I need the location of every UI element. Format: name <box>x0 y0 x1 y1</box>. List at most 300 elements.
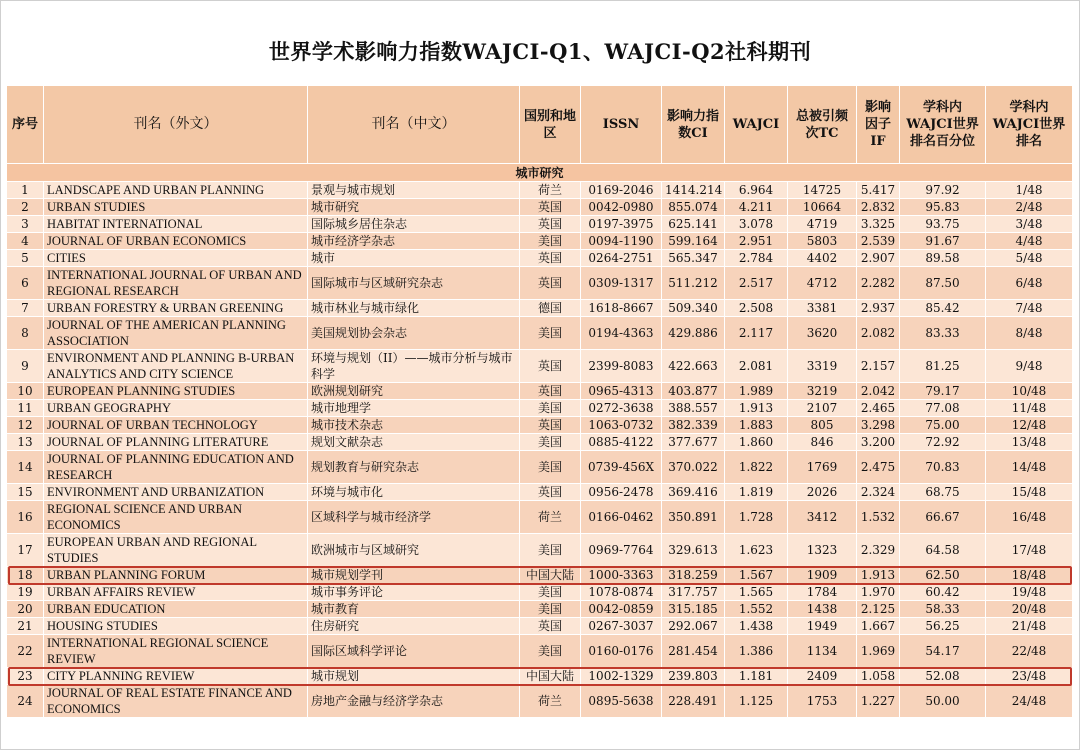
cell-issn: 2399-8083 <box>581 350 662 383</box>
cell-ci: 422.663 <box>662 350 725 383</box>
cell-name-cn: 规划教育与研究杂志 <box>308 451 520 484</box>
cell-issn: 0969-7764 <box>581 534 662 567</box>
cell-rank: 14/48 <box>986 451 1073 484</box>
table-row <box>7 182 1073 199</box>
table-row <box>7 584 1073 601</box>
cell-name-cn: 美国规划协会杂志 <box>308 317 520 350</box>
cell-tc: 1784 <box>788 584 857 601</box>
cell-percentile: 87.50 <box>900 267 986 300</box>
cell-wajci: 1.728 <box>725 501 788 534</box>
cell-wajci: 1.822 <box>725 451 788 484</box>
cell-wajci: 1.552 <box>725 601 788 618</box>
cell-tc: 2107 <box>788 400 857 417</box>
cell-issn: 1078-0874 <box>581 584 662 601</box>
cell-percentile: 85.42 <box>900 300 986 317</box>
cell-if: 3.325 <box>857 216 900 233</box>
cell-no: 4 <box>7 233 44 250</box>
cell-rank: 22/48 <box>986 635 1073 668</box>
cell-name-en: ENVIRONMENT AND URBANIZATION <box>44 484 308 501</box>
header-country: 国别和地区 <box>520 86 581 164</box>
cell-if: 2.324 <box>857 484 900 501</box>
cell-country: 英国 <box>520 383 581 400</box>
cell-country: 英国 <box>520 417 581 434</box>
cell-percentile: 56.25 <box>900 618 986 635</box>
cell-issn: 0309-1317 <box>581 267 662 300</box>
header-percentile: 学科内WAJCI世界排名百分位 <box>900 86 986 164</box>
cell-tc: 3219 <box>788 383 857 400</box>
page-title: 世界学术影响力指数WAJCI-Q1、WAJCI-Q2社科期刊 <box>268 39 812 64</box>
cell-wajci: 3.078 <box>725 216 788 233</box>
table-row <box>7 317 1073 350</box>
cell-issn: 0194-4363 <box>581 317 662 350</box>
cell-ci: 403.877 <box>662 383 725 400</box>
table-row <box>7 451 1073 484</box>
cell-percentile: 66.67 <box>900 501 986 534</box>
cell-name-cn: 环境与城市化 <box>308 484 520 501</box>
table-row <box>7 635 1073 668</box>
cell-no: 20 <box>7 601 44 618</box>
cell-name-en: JOURNAL OF PLANNING EDUCATION AND RESEARCH <box>44 451 308 484</box>
cell-percentile: 91.67 <box>900 233 986 250</box>
cell-ci: 565.347 <box>662 250 725 267</box>
cell-name-cn: 住房研究 <box>308 618 520 635</box>
cell-if: 3.200 <box>857 434 900 451</box>
table-row <box>7 350 1073 383</box>
cell-percentile: 81.25 <box>900 350 986 383</box>
table-row <box>7 233 1073 250</box>
cell-wajci: 2.517 <box>725 267 788 300</box>
cell-if: 2.125 <box>857 601 900 618</box>
cell-rank: 3/48 <box>986 216 1073 233</box>
cell-wajci: 1.989 <box>725 383 788 400</box>
cell-ci: 388.557 <box>662 400 725 417</box>
cell-percentile: 83.33 <box>900 317 986 350</box>
cell-if: 2.157 <box>857 350 900 383</box>
cell-percentile: 70.83 <box>900 451 986 484</box>
cell-percentile: 64.58 <box>900 534 986 567</box>
cell-no: 21 <box>7 618 44 635</box>
table-row <box>7 216 1073 233</box>
cell-no: 23 <box>7 668 44 685</box>
cell-issn: 0042-0859 <box>581 601 662 618</box>
cell-rank: 12/48 <box>986 417 1073 434</box>
cell-wajci: 1.181 <box>725 668 788 685</box>
cell-if: 1.667 <box>857 618 900 635</box>
cell-rank: 4/48 <box>986 233 1073 250</box>
cell-rank: 1/48 <box>986 182 1073 199</box>
cell-issn: 0094-1190 <box>581 233 662 250</box>
cell-name-cn: 国际区域科学评论 <box>308 635 520 668</box>
cell-ci: 369.416 <box>662 484 725 501</box>
cell-percentile: 75.00 <box>900 417 986 434</box>
table-row <box>7 267 1073 300</box>
cell-name-en: URBAN FORESTRY & URBAN GREENING <box>44 300 308 317</box>
cell-tc: 10664 <box>788 199 857 216</box>
cell-ci: 625.141 <box>662 216 725 233</box>
cell-country: 荷兰 <box>520 182 581 199</box>
cell-tc: 1909 <box>788 567 857 584</box>
cell-tc: 1323 <box>788 534 857 567</box>
cell-country: 英国 <box>520 216 581 233</box>
cell-issn: 0956-2478 <box>581 484 662 501</box>
cell-name-en: URBAN AFFAIRS REVIEW <box>44 584 308 601</box>
cell-country: 荷兰 <box>520 685 581 718</box>
cell-country: 美国 <box>520 317 581 350</box>
cell-wajci: 6.964 <box>725 182 788 199</box>
cell-ci: 350.891 <box>662 501 725 534</box>
cell-tc: 5803 <box>788 233 857 250</box>
cell-name-cn: 国际城乡居住杂志 <box>308 216 520 233</box>
cell-name-en: ENVIRONMENT AND PLANNING B-URBAN ANALYTICS AND CITY SCIENCE <box>44 350 308 383</box>
cell-issn: 1063-0732 <box>581 417 662 434</box>
cell-issn: 0885-4122 <box>581 434 662 451</box>
cell-rank: 20/48 <box>986 601 1073 618</box>
cell-if: 2.539 <box>857 233 900 250</box>
cell-name-en: CITIES <box>44 250 308 267</box>
cell-issn: 0895-5638 <box>581 685 662 718</box>
header-no: 序号 <box>7 86 44 164</box>
cell-no: 2 <box>7 199 44 216</box>
cell-if: 5.417 <box>857 182 900 199</box>
cell-country: 英国 <box>520 484 581 501</box>
cell-wajci: 4.211 <box>725 199 788 216</box>
cell-percentile: 62.50 <box>900 567 986 584</box>
cell-rank: 21/48 <box>986 618 1073 635</box>
header-rank: 学科内WAJCI世界排名 <box>986 86 1073 164</box>
cell-if: 1.969 <box>857 635 900 668</box>
table-row <box>7 199 1073 216</box>
header-tc: 总被引频次TC <box>788 86 857 164</box>
cell-issn: 0264-2751 <box>581 250 662 267</box>
cell-issn: 0166-0462 <box>581 501 662 534</box>
cell-issn: 1002-1329 <box>581 668 662 685</box>
cell-tc: 3412 <box>788 501 857 534</box>
cell-issn: 0169-2046 <box>581 182 662 199</box>
cell-no: 5 <box>7 250 44 267</box>
cell-name-cn: 城市技术杂志 <box>308 417 520 434</box>
cell-no: 8 <box>7 317 44 350</box>
cell-name-cn: 规划文献杂志 <box>308 434 520 451</box>
cell-wajci: 1.567 <box>725 567 788 584</box>
cell-name-en: URBAN EDUCATION <box>44 601 308 618</box>
cell-name-en: URBAN GEOGRAPHY <box>44 400 308 417</box>
table-row <box>7 250 1073 267</box>
cell-rank: 13/48 <box>986 434 1073 451</box>
cell-rank: 17/48 <box>986 534 1073 567</box>
cell-no: 10 <box>7 383 44 400</box>
cell-issn: 0739-456X <box>581 451 662 484</box>
cell-rank: 11/48 <box>986 400 1073 417</box>
cell-if: 1.532 <box>857 501 900 534</box>
cell-tc: 3319 <box>788 350 857 383</box>
cell-tc: 1134 <box>788 635 857 668</box>
cell-name-cn: 城市 <box>308 250 520 267</box>
cell-issn: 0042-0980 <box>581 199 662 216</box>
cell-percentile: 93.75 <box>900 216 986 233</box>
cell-rank: 19/48 <box>986 584 1073 601</box>
cell-issn: 0267-3037 <box>581 618 662 635</box>
cell-name-en: INTERNATIONAL REGIONAL SCIENCE REVIEW <box>44 635 308 668</box>
cell-tc: 1753 <box>788 685 857 718</box>
cell-tc: 4402 <box>788 250 857 267</box>
cell-if: 3.298 <box>857 417 900 434</box>
cell-country: 中国大陆 <box>520 668 581 685</box>
cell-ci: 318.259 <box>662 567 725 584</box>
cell-if: 2.465 <box>857 400 900 417</box>
cell-percentile: 60.42 <box>900 584 986 601</box>
cell-rank: 8/48 <box>986 317 1073 350</box>
cell-name-en: EUROPEAN URBAN AND REGIONAL STUDIES <box>44 534 308 567</box>
cell-country: 美国 <box>520 584 581 601</box>
cell-tc: 805 <box>788 417 857 434</box>
cell-percentile: 54.17 <box>900 635 986 668</box>
cell-country: 美国 <box>520 400 581 417</box>
cell-country: 英国 <box>520 267 581 300</box>
header-wajci: WAJCI <box>725 86 788 164</box>
cell-rank: 16/48 <box>986 501 1073 534</box>
cell-country: 美国 <box>520 451 581 484</box>
cell-rank: 7/48 <box>986 300 1073 317</box>
cell-ci: 370.022 <box>662 451 725 484</box>
header-row <box>7 86 1073 164</box>
cell-name-cn: 欧洲规划研究 <box>308 383 520 400</box>
table-row <box>7 400 1073 417</box>
cell-country: 英国 <box>520 350 581 383</box>
cell-name-cn: 房地产金融与经济学杂志 <box>308 685 520 718</box>
cell-no: 16 <box>7 501 44 534</box>
cell-rank: 18/48 <box>986 567 1073 584</box>
cell-country: 美国 <box>520 601 581 618</box>
cell-if: 2.907 <box>857 250 900 267</box>
cell-country: 美国 <box>520 635 581 668</box>
cell-wajci: 2.117 <box>725 317 788 350</box>
cell-ci: 382.339 <box>662 417 725 434</box>
header-name-cn: 刊名（中文） <box>308 86 520 164</box>
cell-issn: 1618-8667 <box>581 300 662 317</box>
cell-no: 15 <box>7 484 44 501</box>
cell-no: 6 <box>7 267 44 300</box>
cell-tc: 1769 <box>788 451 857 484</box>
cell-name-cn: 区域科学与城市经济学 <box>308 501 520 534</box>
cell-ci: 599.164 <box>662 233 725 250</box>
cell-no: 1 <box>7 182 44 199</box>
cell-name-en: REGIONAL SCIENCE AND URBAN ECONOMICS <box>44 501 308 534</box>
cell-name-cn: 城市地理学 <box>308 400 520 417</box>
cell-issn: 0272-3638 <box>581 400 662 417</box>
cell-rank: 6/48 <box>986 267 1073 300</box>
cell-tc: 3620 <box>788 317 857 350</box>
cell-no: 3 <box>7 216 44 233</box>
header-name-en: 刊名（外文） <box>44 86 308 164</box>
cell-name-cn: 城市规划学刊 <box>308 567 520 584</box>
cell-name-cn: 城市教育 <box>308 601 520 618</box>
cell-country: 荷兰 <box>520 501 581 534</box>
cell-wajci: 1.125 <box>725 685 788 718</box>
cell-wajci: 2.081 <box>725 350 788 383</box>
header-ci: 影响力指数CI <box>662 86 725 164</box>
cell-if: 1.913 <box>857 567 900 584</box>
cell-tc: 14725 <box>788 182 857 199</box>
cell-name-en: JOURNAL OF REAL ESTATE FINANCE AND ECONOMICS <box>44 685 308 718</box>
journal-table <box>6 85 1073 718</box>
cell-country: 中国大陆 <box>520 567 581 584</box>
cell-name-cn: 城市规划 <box>308 668 520 685</box>
section-label: 城市研究 <box>7 164 1073 182</box>
cell-name-cn: 城市林业与城市绿化 <box>308 300 520 317</box>
cell-ci: 855.074 <box>662 199 725 216</box>
cell-ci: 317.757 <box>662 584 725 601</box>
cell-if: 1.058 <box>857 668 900 685</box>
cell-tc: 4719 <box>788 216 857 233</box>
cell-ci: 315.185 <box>662 601 725 618</box>
cell-ci: 429.886 <box>662 317 725 350</box>
cell-percentile: 68.75 <box>900 484 986 501</box>
table-row <box>7 601 1073 618</box>
cell-rank: 24/48 <box>986 685 1073 718</box>
table-row <box>7 567 1073 584</box>
cell-name-en: URBAN STUDIES <box>44 199 308 216</box>
header-if: 影响因子IF <box>857 86 900 164</box>
cell-if: 1.227 <box>857 685 900 718</box>
table-row <box>7 434 1073 451</box>
cell-no: 17 <box>7 534 44 567</box>
cell-issn: 0197-3975 <box>581 216 662 233</box>
cell-name-en: LANDSCAPE AND URBAN PLANNING <box>44 182 308 199</box>
cell-no: 7 <box>7 300 44 317</box>
cell-percentile: 79.17 <box>900 383 986 400</box>
cell-name-cn: 环境与规划（II）——城市分析与城市科学 <box>308 350 520 383</box>
cell-name-en: JOURNAL OF URBAN TECHNOLOGY <box>44 417 308 434</box>
cell-wajci: 1.565 <box>725 584 788 601</box>
cell-no: 12 <box>7 417 44 434</box>
cell-rank: 23/48 <box>986 668 1073 685</box>
table-row <box>7 417 1073 434</box>
cell-country: 英国 <box>520 618 581 635</box>
cell-percentile: 77.08 <box>900 400 986 417</box>
cell-name-en: JOURNAL OF THE AMERICAN PLANNING ASSOCIATION <box>44 317 308 350</box>
table-row <box>7 501 1073 534</box>
cell-wajci: 1.860 <box>725 434 788 451</box>
cell-no: 18 <box>7 567 44 584</box>
cell-name-en: CITY PLANNING REVIEW <box>44 668 308 685</box>
cell-tc: 1949 <box>788 618 857 635</box>
cell-wajci: 2.508 <box>725 300 788 317</box>
cell-no: 22 <box>7 635 44 668</box>
cell-if: 1.970 <box>857 584 900 601</box>
cell-country: 德国 <box>520 300 581 317</box>
cell-wajci: 1.883 <box>725 417 788 434</box>
table-row <box>7 484 1073 501</box>
cell-if: 2.282 <box>857 267 900 300</box>
cell-country: 英国 <box>520 199 581 216</box>
cell-rank: 2/48 <box>986 199 1073 216</box>
cell-wajci: 2.951 <box>725 233 788 250</box>
cell-tc: 3381 <box>788 300 857 317</box>
cell-ci: 228.491 <box>662 685 725 718</box>
table-row <box>7 383 1073 400</box>
cell-name-cn: 城市事务评论 <box>308 584 520 601</box>
cell-no: 11 <box>7 400 44 417</box>
cell-if: 2.832 <box>857 199 900 216</box>
cell-issn: 0160-0176 <box>581 635 662 668</box>
section-row <box>7 164 1073 182</box>
cell-ci: 509.340 <box>662 300 725 317</box>
cell-wajci: 1.438 <box>725 618 788 635</box>
cell-if: 2.082 <box>857 317 900 350</box>
cell-percentile: 72.92 <box>900 434 986 451</box>
cell-ci: 329.613 <box>662 534 725 567</box>
cell-tc: 4712 <box>788 267 857 300</box>
cell-no: 13 <box>7 434 44 451</box>
cell-wajci: 1.386 <box>725 635 788 668</box>
cell-percentile: 52.08 <box>900 668 986 685</box>
cell-if: 2.042 <box>857 383 900 400</box>
table-row <box>7 685 1073 718</box>
cell-ci: 511.212 <box>662 267 725 300</box>
cell-if: 2.329 <box>857 534 900 567</box>
cell-ci: 281.454 <box>662 635 725 668</box>
table-row <box>7 668 1073 685</box>
cell-wajci: 1.913 <box>725 400 788 417</box>
cell-percentile: 50.00 <box>900 685 986 718</box>
cell-tc: 846 <box>788 434 857 451</box>
cell-rank: 5/48 <box>986 250 1073 267</box>
cell-name-cn: 国际城市与区域研究杂志 <box>308 267 520 300</box>
cell-if: 2.937 <box>857 300 900 317</box>
cell-wajci: 2.784 <box>725 250 788 267</box>
cell-name-en: JOURNAL OF PLANNING LITERATURE <box>44 434 308 451</box>
cell-name-en: HABITAT INTERNATIONAL <box>44 216 308 233</box>
cell-name-en: INTERNATIONAL JOURNAL OF URBAN AND REGIONAL RESEARCH <box>44 267 308 300</box>
cell-name-en: JOURNAL OF URBAN ECONOMICS <box>44 233 308 250</box>
cell-rank: 15/48 <box>986 484 1073 501</box>
cell-ci: 1414.214 <box>662 182 725 199</box>
cell-tc: 2409 <box>788 668 857 685</box>
cell-ci: 377.677 <box>662 434 725 451</box>
table-row <box>7 618 1073 635</box>
cell-no: 9 <box>7 350 44 383</box>
cell-percentile: 58.33 <box>900 601 986 618</box>
cell-ci: 239.803 <box>662 668 725 685</box>
cell-percentile: 97.92 <box>900 182 986 199</box>
cell-country: 美国 <box>520 233 581 250</box>
cell-country: 美国 <box>520 534 581 567</box>
cell-name-cn: 景观与城市规划 <box>308 182 520 199</box>
cell-issn: 1000-3363 <box>581 567 662 584</box>
cell-percentile: 89.58 <box>900 250 986 267</box>
cell-name-en: URBAN PLANNING FORUM <box>44 567 308 584</box>
table-row <box>7 534 1073 567</box>
cell-country: 美国 <box>520 434 581 451</box>
cell-ci: 292.067 <box>662 618 725 635</box>
cell-if: 2.475 <box>857 451 900 484</box>
cell-name-en: HOUSING STUDIES <box>44 618 308 635</box>
cell-wajci: 1.819 <box>725 484 788 501</box>
cell-tc: 1438 <box>788 601 857 618</box>
header-issn: ISSN <box>581 86 662 164</box>
cell-name-en: EUROPEAN PLANNING STUDIES <box>44 383 308 400</box>
cell-no: 24 <box>7 685 44 718</box>
cell-no: 14 <box>7 451 44 484</box>
cell-rank: 9/48 <box>986 350 1073 383</box>
cell-percentile: 95.83 <box>900 199 986 216</box>
cell-tc: 2026 <box>788 484 857 501</box>
cell-name-cn: 城市研究 <box>308 199 520 216</box>
cell-country: 英国 <box>520 250 581 267</box>
cell-name-cn: 城市经济学杂志 <box>308 233 520 250</box>
cell-wajci: 1.623 <box>725 534 788 567</box>
cell-rank: 10/48 <box>986 383 1073 400</box>
